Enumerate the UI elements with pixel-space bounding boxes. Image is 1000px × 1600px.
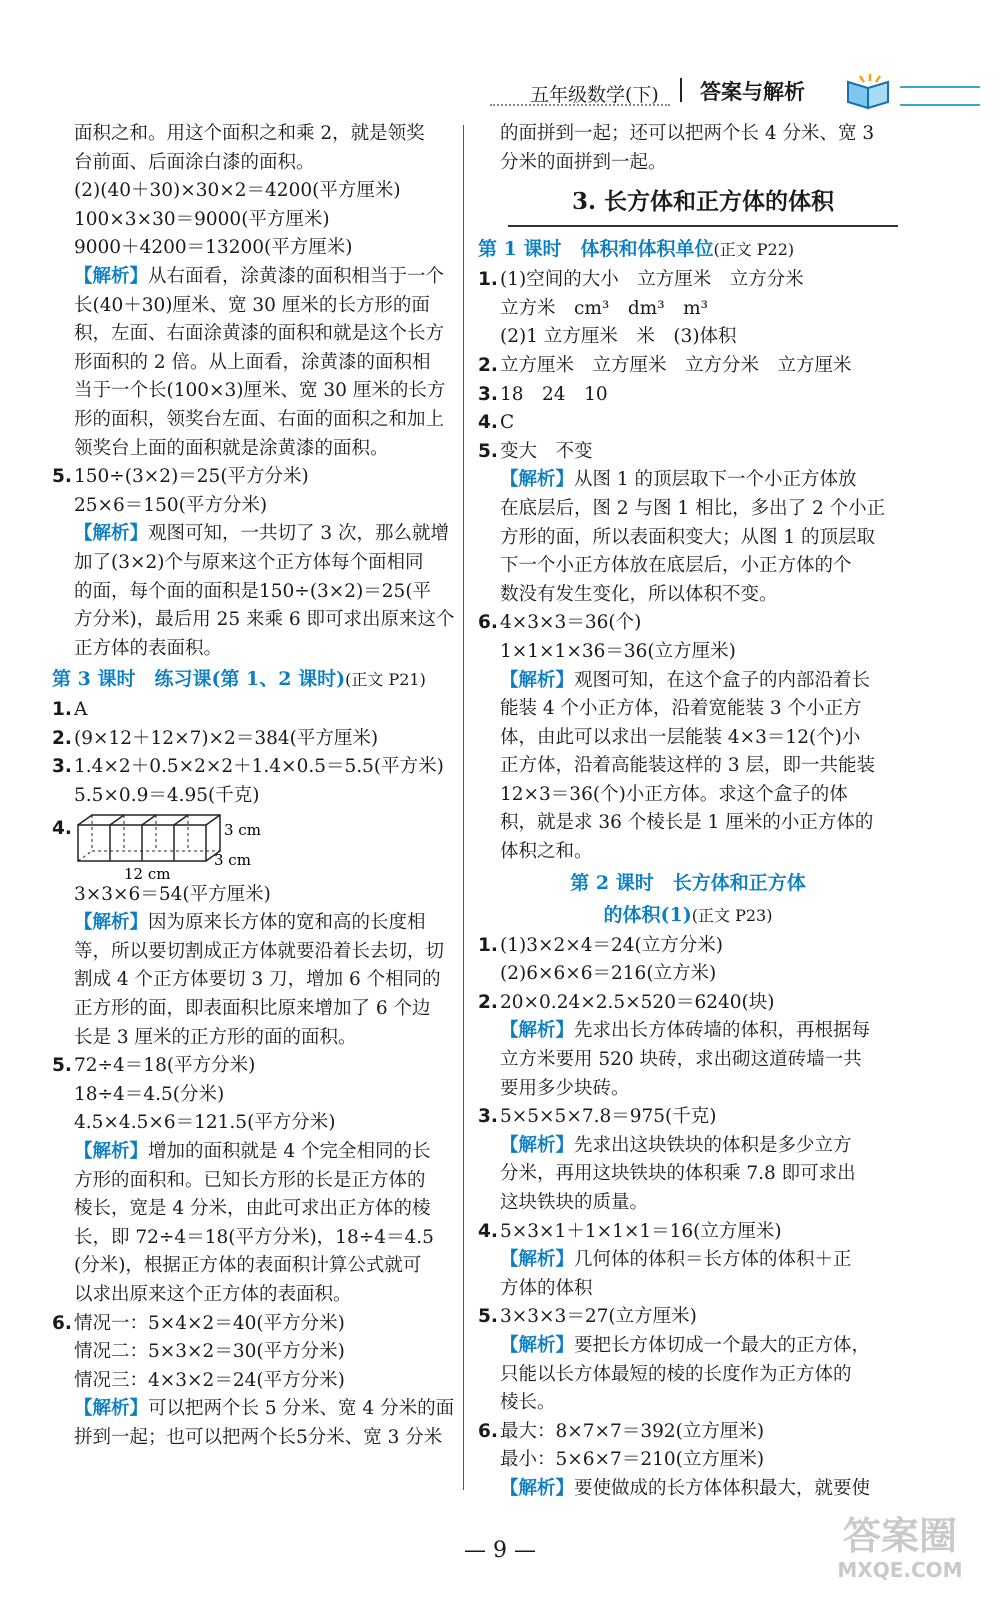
exercise-4	[478, 1218, 898, 1247]
text-line: 拼到一起；也可以把两个长5分米、宽 3 分米	[74, 1426, 443, 1448]
text-line: 100×3×30＝9000(平方厘米)	[74, 208, 330, 230]
answer-text: (1)空间的大小 立方厘米 立方分米	[500, 269, 804, 291]
question-2	[478, 352, 898, 381]
text-line: 方分米)，最后用 25 来乘 6 即可求出原来这个	[74, 609, 455, 631]
answer-text: 20×0.24×2.5×520＝6240(块)	[500, 991, 775, 1013]
answer-text: 3×3×3＝27(立方厘米)	[500, 1306, 697, 1328]
question-number: 4.	[478, 412, 498, 434]
section-title: 3. 长方体和正方体的体积	[508, 181, 898, 227]
question-number: 3.	[478, 383, 498, 405]
lesson-title: 第 1 课时 体积和体积单位	[478, 238, 714, 261]
lesson-1-heading	[478, 233, 898, 266]
lesson-ref: (正文 P23)	[691, 905, 773, 925]
analysis-tag: 【解析】	[500, 1334, 575, 1356]
question-number: 1.	[52, 699, 72, 721]
question-number: 6.	[478, 1420, 498, 1442]
text-line: 分米的面拼到一起。	[500, 151, 667, 173]
text-line: 方体的体积	[500, 1277, 593, 1299]
question-number: 2.	[478, 354, 498, 376]
analysis-text: 要把长方体切成一个最大的正方体，	[574, 1334, 871, 1356]
question-3	[478, 381, 898, 410]
question-number: 5.	[478, 440, 498, 462]
text-line: 割成 4 个正方体要切 3 刀，增加 6 个相同的	[74, 969, 441, 991]
lesson-ref: (正文 P22)	[713, 240, 795, 260]
question-number: 1.	[478, 269, 498, 291]
analysis-line	[478, 1132, 898, 1161]
text-line: 正方形的面，即表面积比原来增加了 6 个边	[74, 998, 431, 1020]
cuboid-diagram	[74, 811, 314, 883]
text-line: 3×3×6＝54(平方厘米)	[74, 883, 271, 905]
text-line: 18÷4＝4.5(分米)	[74, 1083, 225, 1105]
analysis-text: 几何体的体积＝长方体的体积＋正	[574, 1249, 852, 1271]
text-line: 形面积的 2 倍。从上面看，涂黄漆的面积相	[74, 351, 431, 373]
text-line: 长，即 72÷4＝18(平方分米)，18÷4＝4.5	[74, 1226, 434, 1248]
lesson-2-heading	[478, 867, 898, 899]
analysis-line	[52, 263, 457, 292]
exercise-2	[478, 989, 898, 1018]
answer-text: 立方厘米 立方厘米 立方分米 立方厘米	[500, 354, 852, 376]
lesson-ref: (正文 P21)	[345, 670, 426, 690]
length-label: 12 cm	[124, 864, 171, 883]
question-number: 5.	[52, 466, 72, 488]
text-line: 立方米要用 520 块砖，求出砌这道砖墙一共	[500, 1049, 862, 1071]
text-line: 积，就是求 36 个棱长是 1 厘米的小正方体的	[500, 812, 874, 834]
question-number: 2.	[478, 991, 498, 1013]
analysis-text: 可以把两个长 5 分米、宽 4 分米的面	[148, 1398, 455, 1420]
text-line: 能装 4 个小正方体，沿着宽能装 3 个小正方	[500, 698, 862, 720]
text-line: 立方米 cm³ dm³ m³	[500, 297, 709, 319]
header-divider	[680, 78, 682, 102]
analysis-text: 因为原来长方体的宽和高的长度相	[148, 912, 426, 934]
question-number: 4.	[478, 1220, 498, 1242]
text-line: 最小：5×6×7＝210(立方厘米)	[500, 1449, 765, 1471]
analysis-line	[478, 1246, 898, 1275]
text-line: 这块铁块的质量。	[500, 1192, 649, 1213]
analysis-tag: 【解析】	[74, 912, 149, 934]
answer-text: 5×5×5×7.8＝975(千克)	[500, 1106, 717, 1128]
text-line: (2)(40＋30)×30×2＝4200(平方厘米)	[74, 180, 401, 202]
analysis-tag: 【解析】	[74, 1398, 149, 1420]
analysis-tag: 【解析】	[500, 469, 575, 491]
text-line: 9000＋4200＝13200(平方厘米)	[74, 237, 353, 259]
answer-text: (1)3×2×4＝24(立方分米)	[500, 934, 723, 956]
question-1	[478, 266, 898, 295]
text-line: 1×1×1×36＝36(立方厘米)	[500, 640, 736, 662]
answer-text: 情况一：5×4×2＝40(平方分米)	[74, 1312, 345, 1334]
analysis-line	[478, 1017, 898, 1046]
header-dotted-rule	[490, 104, 670, 106]
height-label: 3 cm	[224, 820, 261, 839]
analysis-text: 从右面看，涂黄漆的面积相当于一个	[148, 265, 445, 287]
text-line: 棱长，宽是 4 分米，由此可求出正方体的棱	[74, 1198, 431, 1220]
analysis-line	[478, 1475, 898, 1504]
watermark	[820, 1505, 980, 1595]
answer-text: 18 24 10	[500, 383, 608, 405]
header-grade: 五年级数学(下)	[530, 84, 659, 106]
analysis-line	[478, 466, 898, 495]
answer-text: 1.4×2＋0.5×2×2＋1.4×0.5＝5.5(平方米)	[74, 756, 444, 778]
answer-text: A	[74, 699, 88, 721]
exercise-3	[478, 1103, 898, 1132]
width-label: 3 cm	[214, 850, 251, 869]
text-line: 要用多少块砖。	[500, 1077, 630, 1099]
question-number: 6.	[52, 1312, 72, 1334]
text-line: (分米)，根据正方体的表面积计算公式就可	[74, 1255, 422, 1277]
text-line: 的面，每个面的面积是150÷(3×2)＝25(平	[74, 580, 432, 602]
watermark-cn: 答案圈	[842, 1514, 957, 1558]
text-line: 长(40＋30)厘米、宽 30 厘米的长方形的面	[74, 294, 430, 316]
analysis-tag: 【解析】	[500, 1134, 575, 1156]
practice-6	[52, 1310, 457, 1339]
column-divider	[463, 125, 464, 1490]
text-line: 分米，再用这块铁块的体积乘 7.8 即可求出	[500, 1163, 856, 1185]
text-line: 只能以长方体最短的棱的长度作为正方体的	[500, 1363, 852, 1385]
text-line: 情况三：4×3×2＝24(平方分米)	[74, 1369, 345, 1391]
analysis-text: 先求出这块铁块的体积是多少立方	[574, 1134, 852, 1156]
question-number: 5.	[52, 1055, 72, 1077]
header-rule	[900, 86, 980, 106]
text-line: 长是 3 厘米的正方形的面的面积。	[74, 1026, 357, 1048]
text-line: 5.5×0.9＝4.95(千克)	[74, 785, 260, 807]
analysis-line	[52, 909, 457, 938]
question-number: 1.	[478, 934, 498, 956]
text-line: 情况二：5×3×2＝30(平方分米)	[74, 1341, 345, 1363]
page-number: — 9 —	[464, 1538, 536, 1563]
text-line: 数没有发生变化，所以体积不变。	[500, 583, 778, 605]
answer-text: 150÷(3×2)＝25(平方分米)	[74, 466, 309, 488]
text-line: 体积之和。	[500, 841, 593, 863]
analysis-line	[52, 1395, 457, 1424]
practice-4	[52, 811, 457, 881]
lesson-title: 第 2 课时 长方体和正方体	[570, 871, 806, 894]
analysis-tag: 【解析】	[74, 523, 149, 545]
lesson-3-heading	[52, 663, 457, 696]
exercise-6	[478, 1418, 898, 1447]
question-5	[478, 438, 898, 467]
text-line: 体，由此可以求出一层能装 4×3＝12(个)小	[500, 726, 861, 748]
text-line: (2)6×6×6＝216(立方米)	[500, 963, 717, 985]
text-line: 方形的面积和。已知长方形的长是正方体的	[74, 1169, 426, 1191]
answer-text: 4×3×3＝36(个)	[500, 612, 642, 634]
question-number: 6.	[478, 612, 498, 634]
practice-5	[52, 1052, 457, 1081]
text-line: 领奖台上面的面积就是涂黄漆的面积。	[74, 437, 389, 459]
analysis-text: 从图 1 的顶层取下一个小正方体放	[574, 469, 857, 491]
analysis-text: 观图可知，一共切了 3 次，那么就增	[148, 523, 450, 545]
text-line: 25×6＝150(平方分米)	[74, 494, 268, 516]
practice-1	[52, 696, 457, 725]
text-line: 正方体，沿着高能装这样的 3 层，即一共能装	[500, 755, 876, 777]
text-line: 当于一个长(100×3)厘米、宽 30 厘米的长方	[74, 380, 446, 402]
text-line: 以求出原来这个正方体的表面积。	[74, 1283, 352, 1305]
answer-text: 72÷4＝18(平方分米)	[74, 1055, 256, 1077]
text-line: 面积之和。用这个面积之和乘 2，就是领奖	[74, 123, 425, 144]
exercise-5	[478, 1303, 898, 1332]
analysis-text: 要使做成的长方体体积最大，就要使	[574, 1477, 871, 1499]
page-header	[490, 72, 990, 112]
text-line: 在底层后，图 2 与图 1 相比，多出了 2 个小正	[500, 497, 886, 519]
left-column	[52, 120, 457, 1453]
question-number: 2.	[52, 727, 72, 749]
analysis-tag: 【解析】	[74, 1141, 149, 1162]
analysis-line	[478, 667, 898, 696]
answer-text: C	[500, 412, 515, 434]
watermark-en: MXQE.COM	[837, 1558, 963, 1582]
question-number: 5.	[478, 1306, 498, 1328]
answer-text: 5×3×1＋1×1×1＝16(立方厘米)	[500, 1220, 782, 1242]
question-number: 3.	[478, 1106, 498, 1128]
text-line: (2)1 立方厘米 米 (3)体积	[500, 326, 737, 348]
exercise-1	[478, 932, 898, 961]
header-title: 答案与解析	[700, 79, 805, 104]
book-logo-icon	[840, 72, 900, 116]
question-5	[52, 463, 457, 492]
text-line: 下一个小正方体放在底层后，小正方体的个	[500, 555, 852, 577]
text-line: 台前面、后面涂白漆的面积。	[74, 151, 315, 173]
analysis-text: 增加的面积就是 4 个完全相同的长	[148, 1141, 431, 1162]
answer-text: (9×12＋12×7)×2＝384(平方厘米)	[74, 727, 379, 749]
question-number: 4.	[52, 817, 72, 839]
analysis-line	[52, 520, 457, 549]
text-line: 的面拼到一起；还可以把两个长 4 分米、宽 3	[500, 123, 875, 144]
text-line: 形的面积，领奖台左面、右面的面积之和加上	[74, 408, 445, 430]
text-line: 棱长。	[500, 1392, 556, 1414]
analysis-tag: 【解析】	[500, 1249, 575, 1271]
lesson-title: 的体积(1)	[603, 903, 692, 926]
answer-text: 最大：8×7×7＝392(立方厘米)	[500, 1420, 765, 1442]
text-line: 积，左面、右面涂黄漆的面积和就是这个长方	[74, 323, 445, 345]
question-4	[478, 409, 898, 438]
text-line: 4.5×4.5×6＝121.5(平方分米)	[74, 1112, 336, 1134]
analysis-tag: 【解析】	[500, 1477, 575, 1499]
answer-text: 变大 不变	[500, 440, 593, 462]
text-line: 等，所以要切割成正方体就要沿着长去切，切	[74, 940, 445, 962]
lesson-2-heading-line2	[478, 899, 898, 932]
analysis-text: 先求出长方体砖墙的体积，再根据每	[574, 1020, 871, 1042]
analysis-tag: 【解析】	[500, 669, 575, 691]
practice-2	[52, 725, 457, 754]
text-line: 正方体的表面积。	[74, 637, 223, 659]
text-line: 12×3＝36(个)小正方体。求这个盒子的体	[500, 783, 848, 805]
analysis-line	[478, 1332, 898, 1361]
question-6	[478, 609, 898, 638]
analysis-text: 观图可知，在这个盒子的内部沿着长	[574, 669, 871, 691]
text-line: 加了(3×2)个与原来这个正方体每个面相同	[74, 551, 424, 573]
analysis-tag: 【解析】	[500, 1020, 575, 1042]
right-column	[478, 120, 898, 1504]
practice-3	[52, 753, 457, 782]
analysis-line	[52, 1138, 457, 1167]
analysis-tag: 【解析】	[74, 265, 149, 287]
text-line: 方形的面，所以表面积变大；从图 1 的顶层取	[500, 526, 876, 548]
lesson-title: 第 3 课时 练习课(第 1、2 课时)	[52, 668, 346, 691]
question-number: 3.	[52, 756, 72, 778]
